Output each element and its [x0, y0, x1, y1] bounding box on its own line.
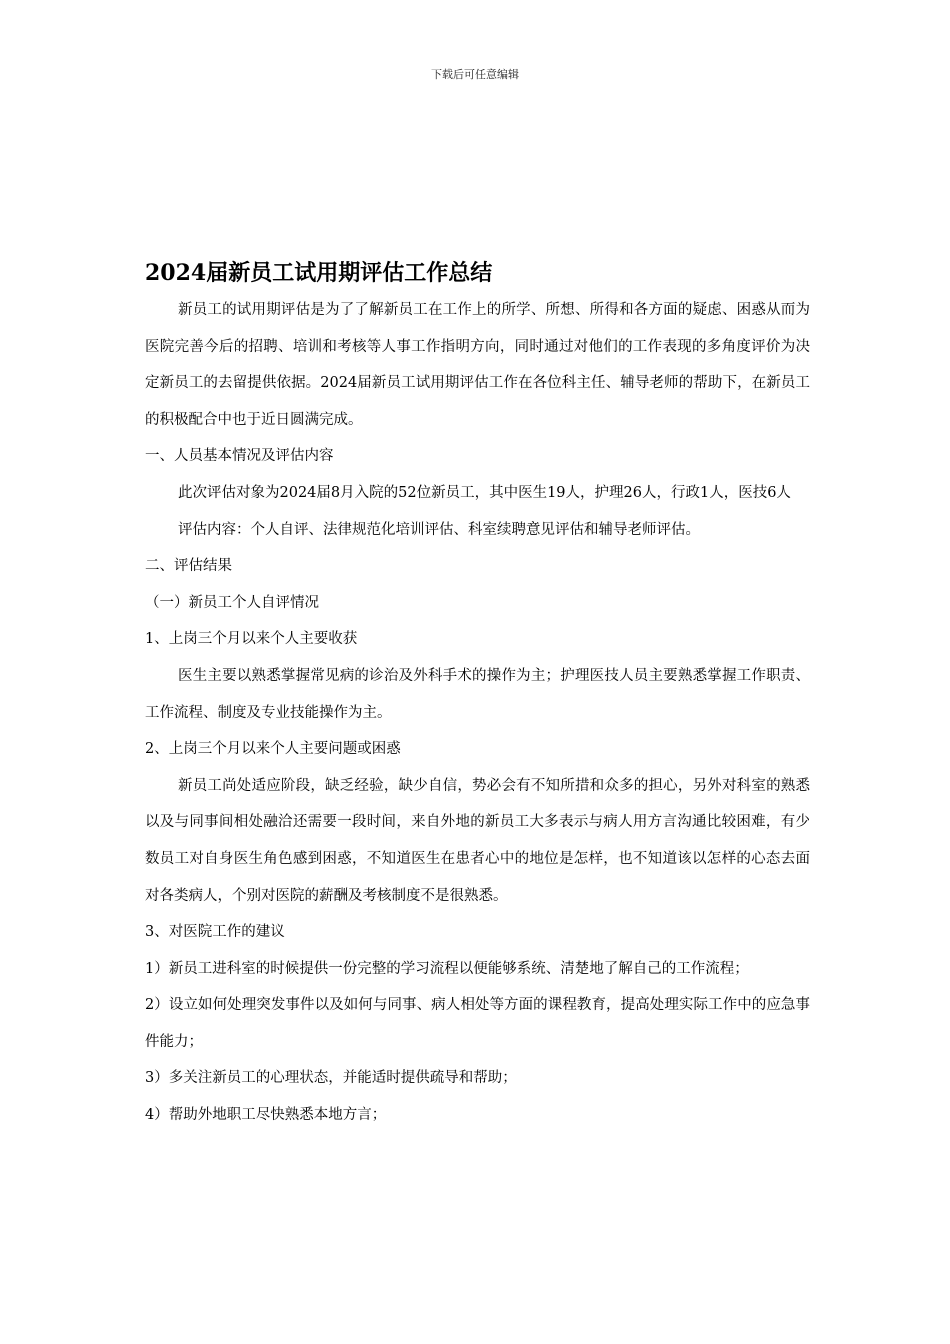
item-heading: 1、上岗三个月以来个人主要收获: [145, 631, 358, 648]
list-item: 2）设立如何处理突发事件以及如何与同事、病人相处等方面的课程教育，提高处理实际工作中的应急事件能力；: [145, 997, 810, 1050]
item-heading: 2、上岗三个月以来个人主要问题或困惑: [145, 741, 401, 758]
document-body: [145, 292, 810, 1134]
subsection-heading: （一）新员工个人自评情况: [145, 594, 319, 611]
paragraph: 评估内容：个人自评、法律规范化培训评估、科室续聘意见评估和辅导老师评估。: [178, 521, 700, 538]
list-item: 1）新员工进科室的时候提供一份完整的学习流程以便能够系统、清楚地了解自己的工作流程；: [145, 960, 749, 977]
section-heading: 一、人员基本情况及评估内容: [145, 448, 334, 465]
document-title: 2024届新员工试用期评估工作总结: [145, 260, 493, 286]
list-item: 4）帮助外地职工尽快熟悉本地方言；: [145, 1107, 387, 1124]
list-item: 3）多关注新员工的心理状态，并能适时提供疏导和帮助；: [145, 1070, 517, 1087]
intro-paragraph: 新员工的试用期评估是为了了解新员工在工作上的所学、所想、所得和各方面的疑虑、困惑从而为医院完善今后的招聘、培训和考核等人事工作指明方向，同时通过对他们的工作表现的多角度评价为决定新员工的去留提供依据。2024届新员工试用期评估工作在各位科主任、辅导老师的帮助下，在新员工的积极配合中也于近日圆满完成。: [145, 302, 810, 428]
item-heading: 3、对医院工作的建议: [145, 924, 285, 941]
paragraph: 医生主要以熟悉掌握常见病的诊治及外科手术的操作为主；护理医技人员主要熟悉掌握工作职责、工作流程、制度及专业技能操作为主。: [145, 667, 810, 721]
section-heading: 二、评估结果: [145, 558, 232, 575]
paragraph: 新员工尚处适应阶段，缺乏经验，缺少自信，势必会有不知所措和众多的担心，另外对科室的熟悉以及与同事间相处融洽还需要一段时间，来自外地的新员工大多表示与病人用方言沟通比较困难，有少数员工对自身医生角色感到困惑，不知道医生在患者心中的地位是怎样，也不知道该以怎样的心态去面对各类病人，个别对医院的薪酬及考核制度不是很熟悉。: [145, 777, 810, 904]
header-note: 下载后可任意编辑: [431, 68, 519, 81]
paragraph: 此次评估对象为2024届8月入院的52位新员工，其中医生19人，护理26人，行政1人，医技6人: [178, 484, 791, 501]
